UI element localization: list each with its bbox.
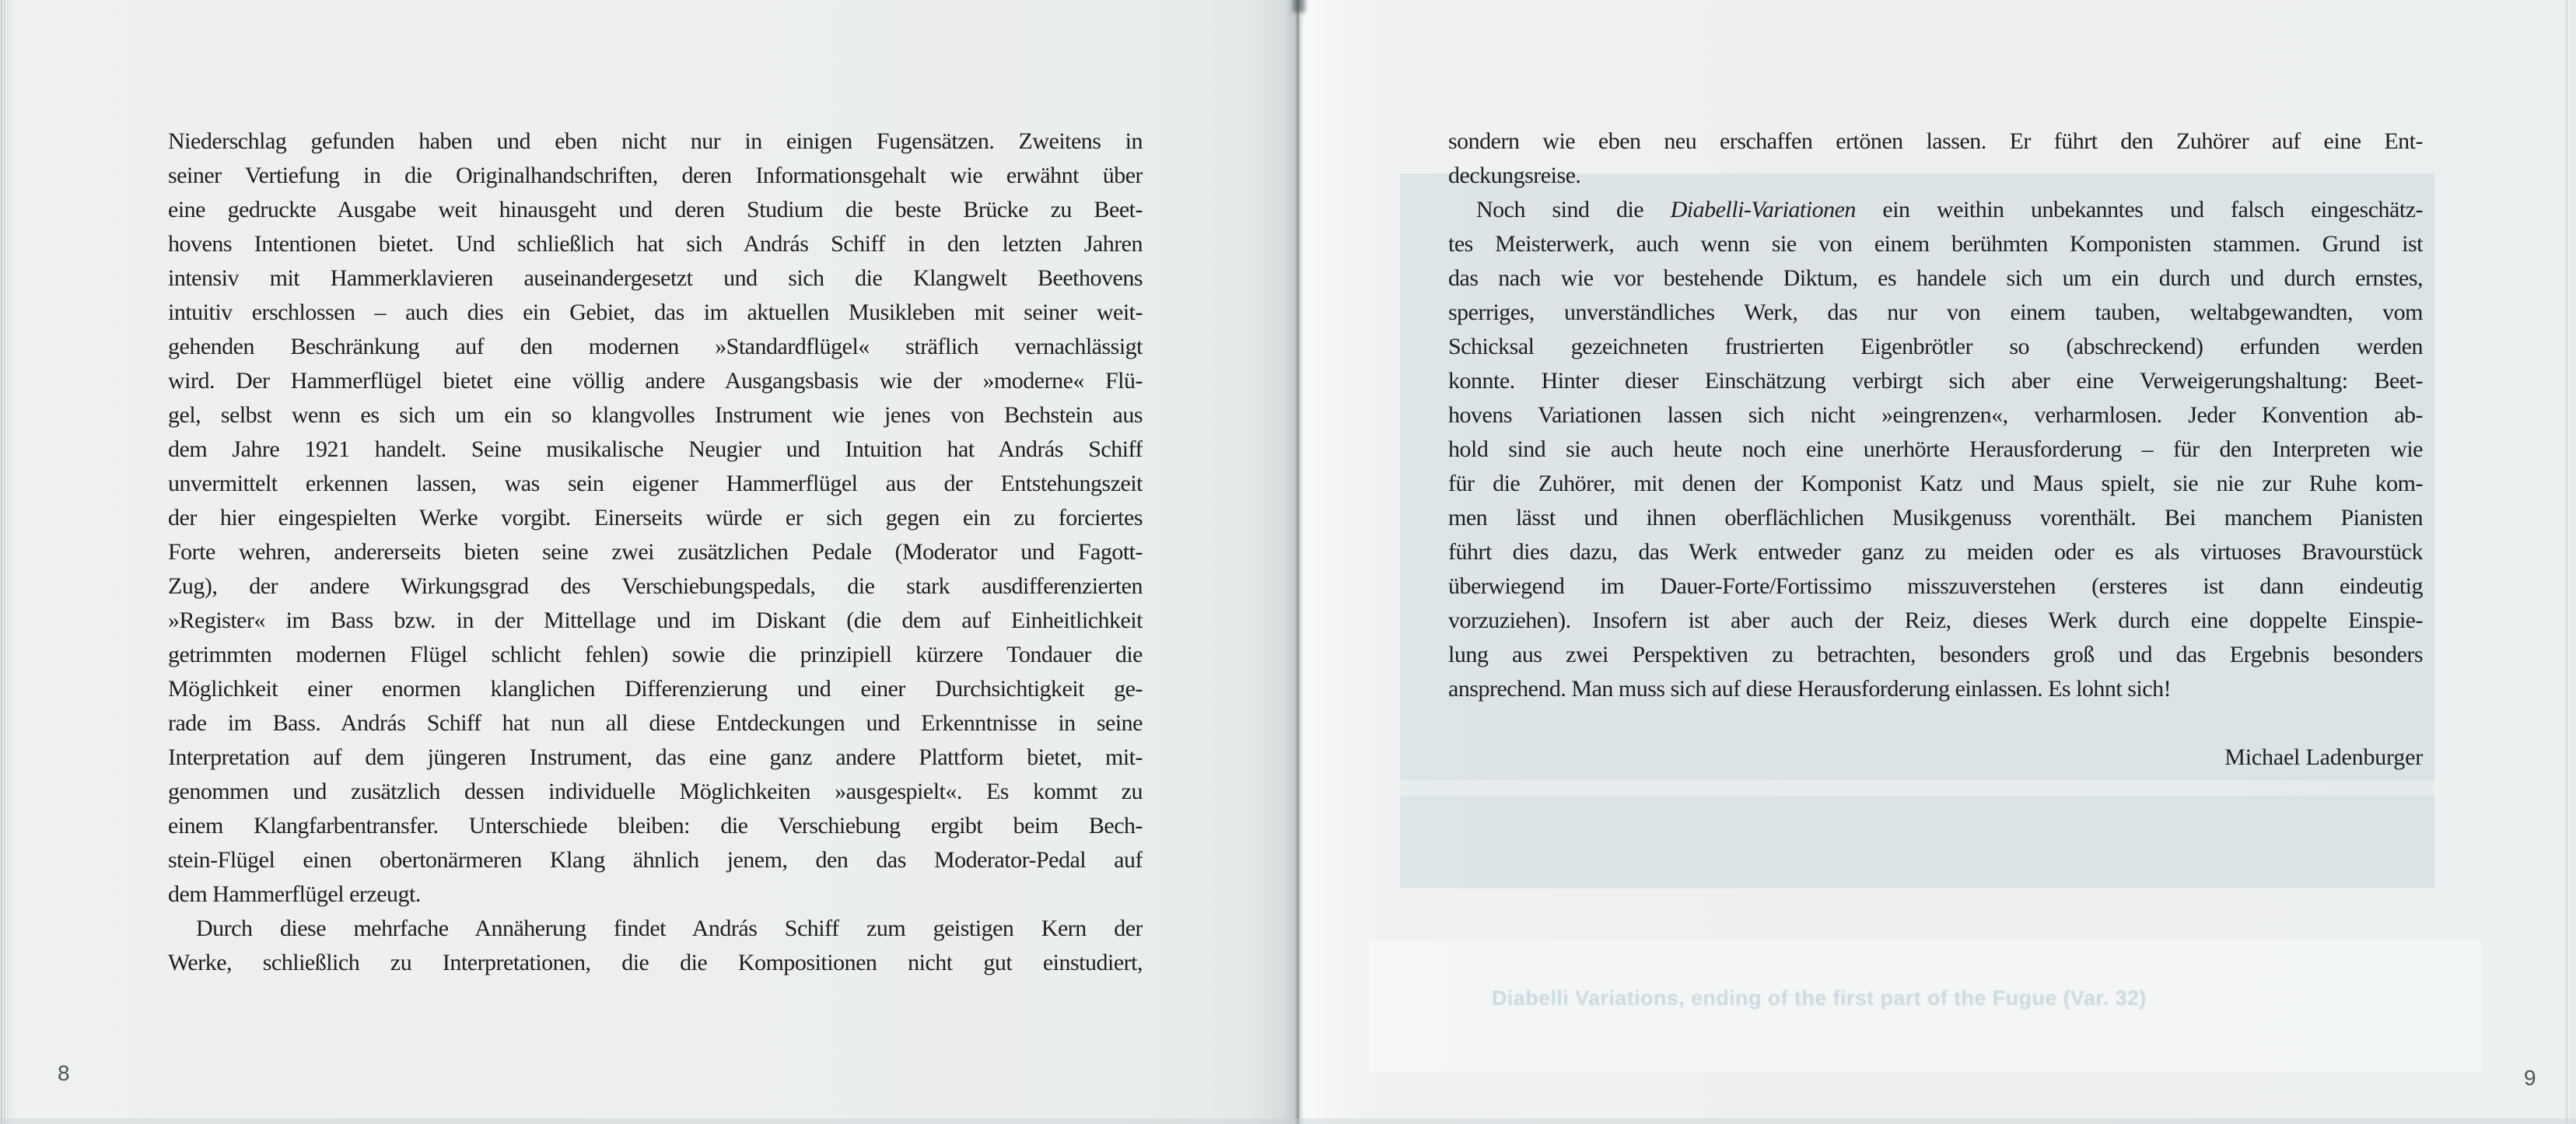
text-line: Interpretation auf dem jüngeren Instrument, das eine ganz andere Plattform bietet, mit- <box>168 744 1143 770</box>
text-line: sondern wie eben neu erschaffen ertönen lassen. Er führt den Zuhörer auf eine Ent- <box>1448 128 2423 154</box>
text-line: intuitiv erschlossen – auch dies ein Gebiet, das im aktuellen Musikleben mit seiner weit- <box>168 299 1143 325</box>
text-line: überwiegend im Dauer-Forte/Fortissimo misszuverstehen (ersteres ist dann eindeutig <box>1448 573 2423 599</box>
page-number-right: 9 <box>2524 1066 2536 1090</box>
bottom-scan-edge <box>0 1119 2576 1124</box>
text-line: einem Klangfarbentransfer. Unterschiede bleiben: die Verschiebung ergibt beim Bech- <box>168 813 1143 839</box>
text-line: das nach wie vor bestehende Diktum, es handele sich um ein durch und durch ernstes, <box>1448 265 2423 291</box>
text-line: Möglichkeit einer enormen klanglichen Differenzierung und einer Durchsichtigkeit ge- <box>168 676 1143 702</box>
text-line: Zug), der andere Wirkungsgrad des Verschiebungspedals, die stark ausdifferenzierten <box>168 573 1143 599</box>
text-line: gehenden Beschränkung auf den modernen »Standardflügel« sträflich vernachlässigt <box>168 334 1143 359</box>
text-line: hold sind sie auch heute noch eine unerhörte Herausforderung – für den Interpreten wie <box>1448 436 2423 462</box>
text-line: deckungsreise. <box>1448 163 1581 188</box>
text-line: stein-Flügel einen obertonärmeren Klang ähnlich jenem, den das Moderator-Pedal auf <box>168 847 1143 873</box>
text-line: eine gedruckte Ausgabe weit hinausgeht und deren Studium die beste Brücke zu Beet- <box>168 197 1143 222</box>
text-line: men lässt und ihnen oberflächlichen Musikgenuss vorenthält. Bei manchem Pianisten <box>1448 505 2423 530</box>
ghost-caption: Diabelli Variations, ending of the first part of the Fugue (Var. 32) <box>1492 986 2147 1010</box>
text-line: getrimmten modernen Flügel schlicht fehlen) sowie die prinzipiell kürzere Tondauer die <box>168 642 1143 667</box>
text-line: hovens Intentionen bietet. Und schließlich hat sich András Schiff in den letzten Jahren <box>168 231 1143 257</box>
text-line: sperriges, unverständliches Werk, das nur von einem tauben, weltabgewandten, vom <box>1448 299 2423 325</box>
left-page-text <box>168 124 1143 980</box>
right-page-text <box>1448 124 2423 775</box>
text-line: gel, selbst wenn es sich um ein so klangvolles Instrument wie jenes von Bechstein aus <box>168 402 1143 428</box>
text-line: dem Hammerflügel erzeugt. <box>168 881 421 907</box>
text-line: seiner Vertiefung in die Originalhandschriften, deren Informationsgehalt wie erwähnt über <box>168 163 1143 188</box>
text-line: wird. Der Hammerflügel bietet eine völlig andere Ausgangsbasis wie der »moderne« Flü- <box>168 368 1143 394</box>
text-line: der hier eingespielten Werke vorgibt. Einerseits würde er sich gegen ein zu forciertes <box>168 505 1143 530</box>
text-line: führt dies dazu, das Werk entweder ganz zu meiden oder es als virtuoses Bravourstück <box>1448 539 2423 565</box>
text-line: intensiv mit Hammerklavieren auseinandergesetzt und sich die Klangwelt Beethovens <box>168 265 1143 291</box>
text-line: Forte wehren, andererseits bieten seine zwei zusätzlichen Pedale (Moderator und Fagott- <box>168 539 1143 565</box>
text-line: ansprechend. Man muss sich auf diese Herausforderung einlassen. Es lohnt sich! <box>1448 676 2172 702</box>
text-line: vorzuziehen). Insofern ist aber auch der Reiz, dieses Werk durch eine doppelte Einspie- <box>1448 608 2423 633</box>
text-line: lung aus zwei Perspektiven zu betrachten, besonders groß und das Ergebnis besonders <box>1448 642 2423 667</box>
text-line: konnte. Hinter dieser Einschätzung verbirgt sich aber eine Verweigerungshaltung: Beet- <box>1448 368 2423 394</box>
text-line: dem Jahre 1921 handelt. Seine musikalische Neugier und Intuition hat András Schiff <box>168 436 1143 462</box>
text-line: genommen und zusätzlich dessen individuelle Möglichkeiten »ausgespielt«. Es kommt zu <box>168 779 1143 804</box>
text-line: Niederschlag gefunden haben und eben nicht nur in einigen Fugensätzen. Zweitens in <box>168 128 1143 154</box>
author-signature: Michael Ladenburger <box>2224 744 2423 770</box>
text-line: hovens Variationen lassen sich nicht »eingrenzen«, verharmlosen. Jeder Konvention ab- <box>1448 402 2423 428</box>
text-line: rade im Bass. András Schiff hat nun all diese Entdeckungen und Erkenntnisse in seine <box>168 710 1143 736</box>
page-number-left: 8 <box>58 1061 70 1085</box>
text-line: Werke, schließlich zu Interpretationen, die die Kompositionen nicht gut einstudiert, <box>168 950 1143 975</box>
text-line: tes Meisterwerk, auch wenn sie von einem berühmten Komponisten stammen. Grund ist <box>1448 231 2423 257</box>
text-line: Noch sind die Diabelli-Variationen ein weithin unbekanntes und falsch eingeschätz- <box>1476 197 2423 222</box>
gutter-top-shadow <box>1293 0 1305 12</box>
text-line: unvermittelt erkennen lassen, was sein eigener Hammerflügel aus der Entstehungszeit <box>168 471 1143 496</box>
text-line: Schicksal gezeichneten frustrierten Eigenbrötler so (abschreckend) erfunden werden <box>1448 334 2423 359</box>
text-line: Durch diese mehrfache Annäherung findet András Schiff zum geistigen Kern der <box>196 916 1143 941</box>
text-line: »Register« im Bass bzw. in der Mittellage und im Diskant (die dem auf Einheitlichkeit <box>168 608 1143 633</box>
text-line: für die Zuhörer, mit denen der Komponist Katz und Maus spielt, sie nie zur Ruhe kom- <box>1448 471 2423 496</box>
